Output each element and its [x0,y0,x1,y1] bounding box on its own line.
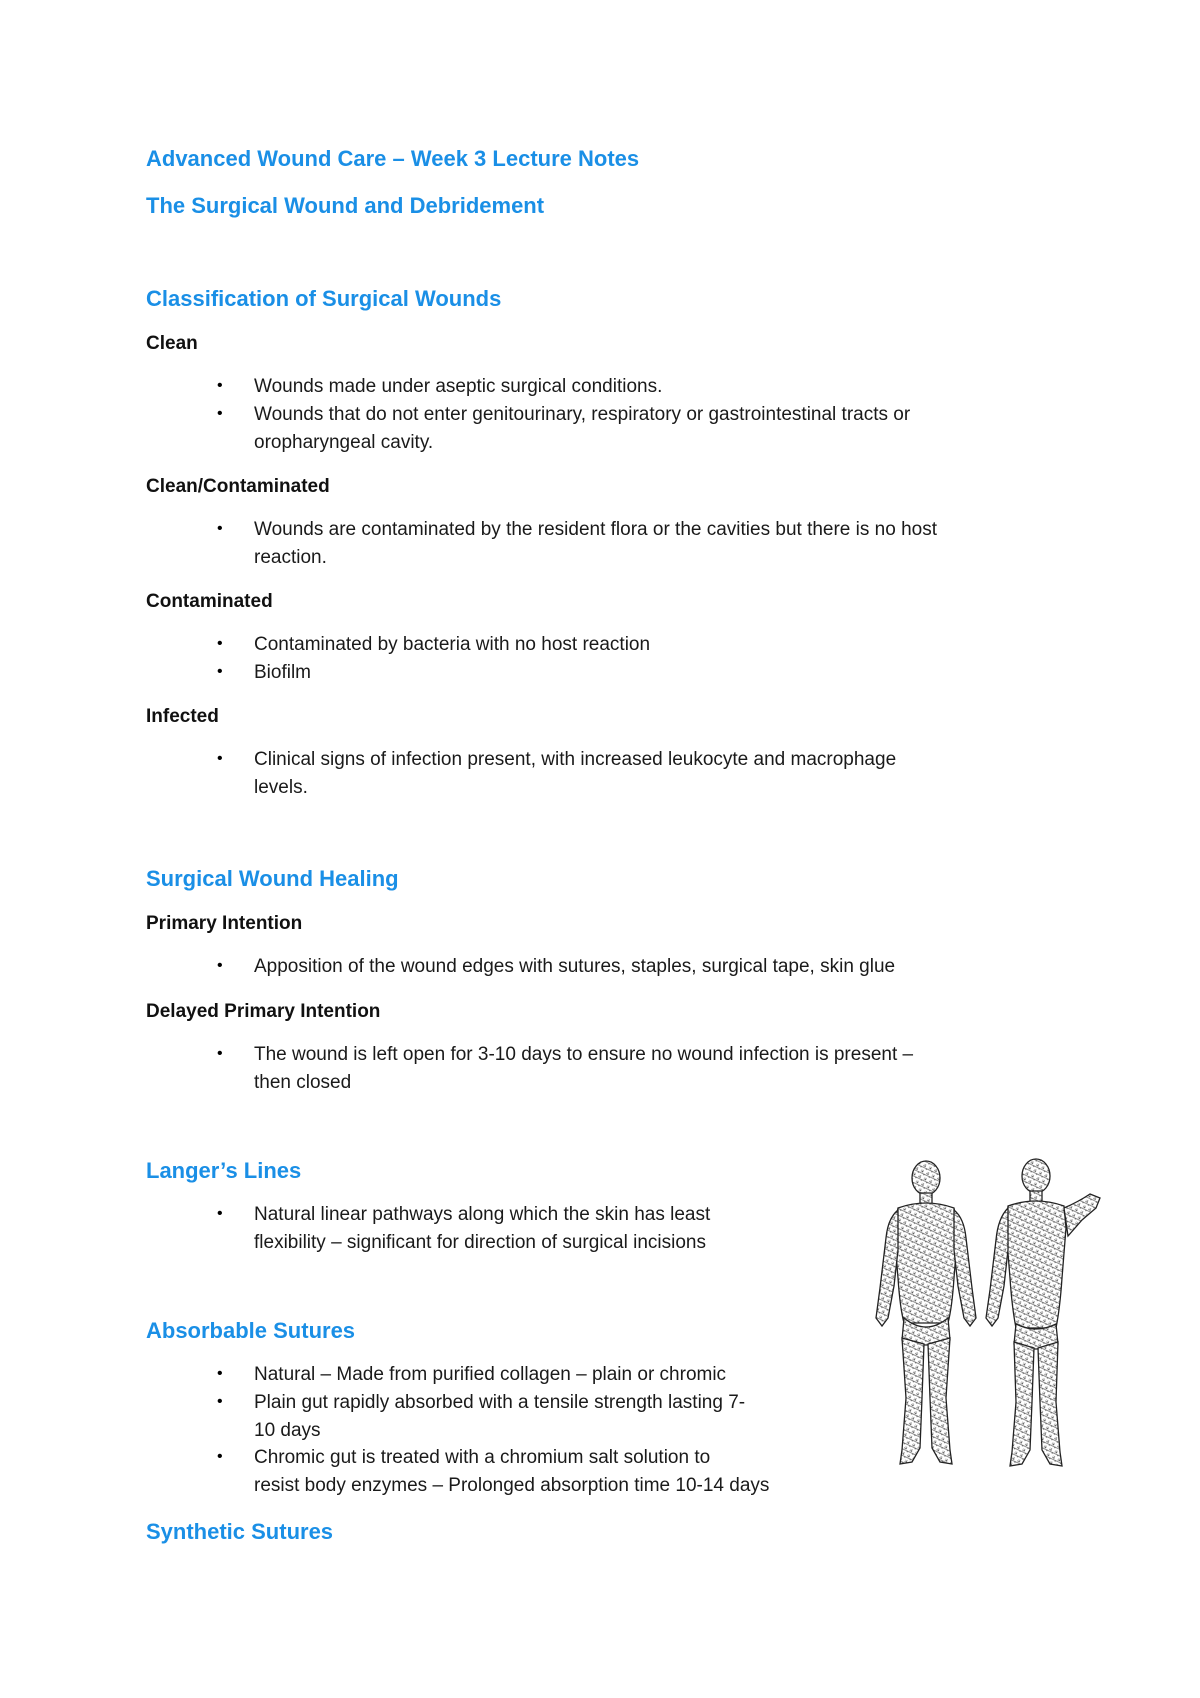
list-item: Clinical signs of infection present, with increased leukocyte and macrophage [254,749,897,770]
document-title: Advanced Wound Care – Week 3 Lecture Notes [146,146,640,171]
list-item-continuation: levels. [254,777,308,798]
document-subtitle: The Surgical Wound and Debridement [146,193,545,218]
bullet-marker: • [217,1045,223,1062]
list-item: Wounds that do not enter genitourinary, respiratory or gastrointestinal tracts or [254,404,911,425]
bullet-marker: • [217,750,223,767]
human-body-langers-lines-illustration [868,1158,1108,1474]
list-item: Plain gut rapidly absorbed with a tensile strength lasting 7- [254,1392,746,1413]
list-item: Apposition of the wound edges with sutures, staples, surgical tape, skin glue [254,956,896,977]
subheading-infected: Infected [146,706,219,727]
section-heading-synthetic-sutures: Synthetic Sutures [146,1519,334,1544]
bullet-marker: • [217,1393,223,1410]
section-heading-langers-lines: Langer’s Lines [146,1158,302,1183]
subheading-clean: Clean [146,333,198,354]
bullet-marker: • [217,1205,223,1222]
bullet-marker: • [217,1365,223,1382]
list-item-continuation: oropharyngeal cavity. [254,432,434,453]
bullet-marker: • [217,663,223,680]
list-item: Natural – Made from purified collagen – plain or chromic [254,1364,727,1385]
list-item-continuation: then closed [254,1072,352,1093]
subheading-contaminated: Contaminated [146,591,273,612]
bullet-marker: • [217,957,223,974]
figure-front-view [986,1159,1100,1466]
subheading-delayed-primary-intention: Delayed Primary Intention [146,1001,381,1022]
subheading-primary-intention: Primary Intention [146,913,303,934]
bullet-marker: • [217,405,223,422]
bullet-marker: • [217,377,223,394]
list-item: Biofilm [254,662,312,683]
bullet-marker: • [217,1448,223,1465]
list-item: Wounds are contaminated by the resident flora or the cavities but there is no host [254,519,937,540]
section-heading-healing: Surgical Wound Healing [146,866,399,891]
list-item: Chromic gut is treated with a chromium salt solution to [254,1447,711,1468]
list-item-continuation: resist body enzymes – Prolonged absorption time 10-14 days [254,1475,770,1496]
list-item-continuation: 10 days [254,1420,321,1441]
list-item: Contaminated by bacteria with no host reaction [254,634,651,655]
figure-back-view [876,1161,976,1464]
list-item: Natural linear pathways along which the skin has least [254,1204,711,1225]
list-item-continuation: reaction. [254,547,327,568]
bullet-marker: • [217,635,223,652]
list-item-continuation: flexibility – significant for direction of surgical incisions [254,1232,706,1253]
subheading-clean-contaminated: Clean/Contaminated [146,476,330,497]
section-heading-absorbable-sutures: Absorbable Sutures [146,1318,356,1343]
list-item: Wounds made under aseptic surgical conditions. [254,376,663,397]
bullet-marker: • [217,520,223,537]
section-heading-classification: Classification of Surgical Wounds [146,286,502,311]
list-item: The wound is left open for 3-10 days to ensure no wound infection is present – [254,1044,914,1065]
